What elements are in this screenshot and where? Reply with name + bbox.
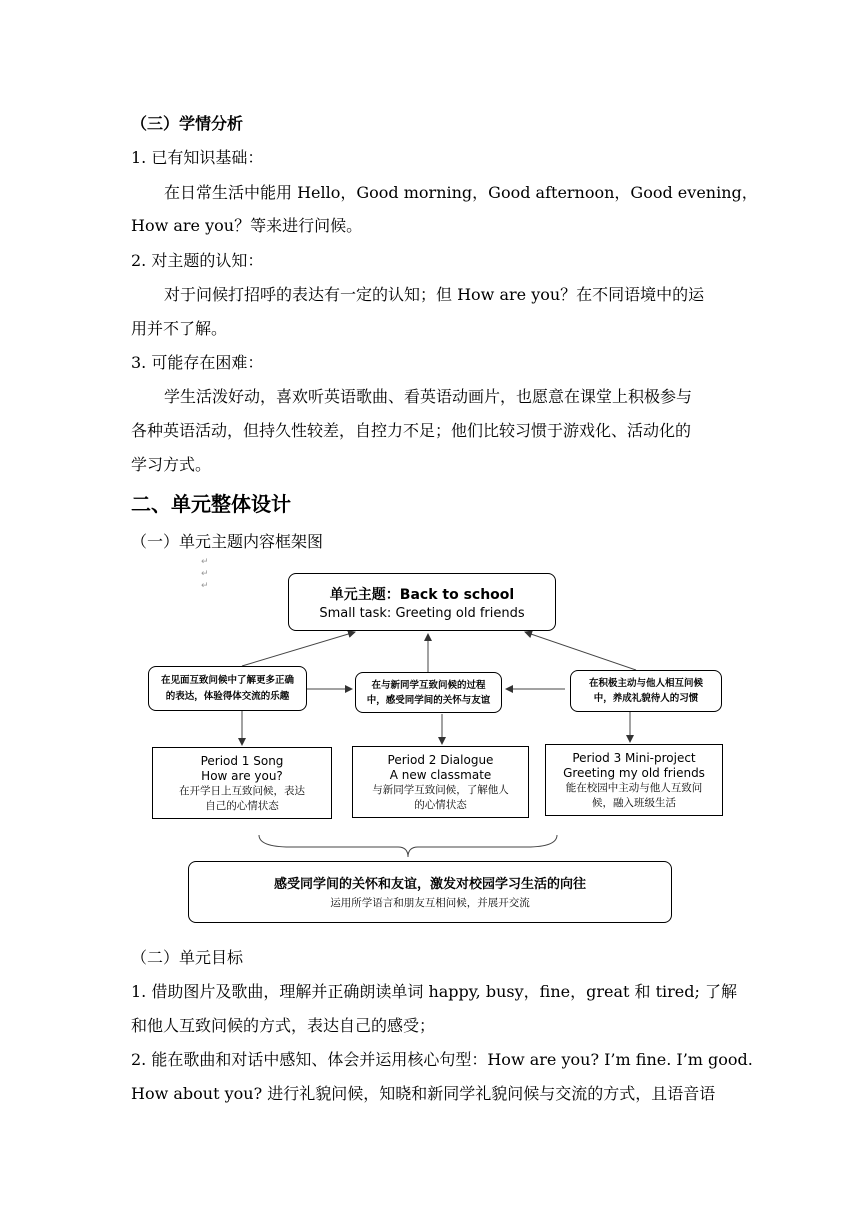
goal-right-line1: 在积极主动与他人相互问候 bbox=[588, 678, 703, 689]
period1-title: Period 1 Song bbox=[200, 754, 284, 768]
period2-desc-line1: 与新同学互致问候，了解他人 bbox=[372, 784, 509, 796]
period3-title: Period 3 Mini-project bbox=[572, 751, 696, 765]
item1-line2: How are you？等来进行问候。 bbox=[131, 216, 363, 235]
period1-desc-line1: 在开学日上互致问候，表达 bbox=[179, 785, 305, 797]
goal2-line1: 2. 能在歌曲和对话中感知、体会并运用核心句型：How are you? I’m fine. I’m good. bbox=[131, 1050, 753, 1069]
goal1-line1: 1. 借助图片及歌曲，理解并正确朗读单词 happy, busy，fine，great 和 tired; 了解 bbox=[131, 982, 737, 1001]
goal-right-line2: 中，养成礼貌待人的习惯 bbox=[593, 693, 699, 704]
item2-title: 2. 对主题的认知： bbox=[131, 251, 264, 270]
period2-subtitle: A new classmate bbox=[389, 768, 492, 782]
goal-left-line1: 在见面互致问候中了解更多正确 bbox=[160, 675, 294, 686]
summary-line1: 感受同学间的关怀和友谊，激发对校园学习生活的向往 bbox=[273, 877, 586, 892]
goal-box-right bbox=[570, 670, 722, 712]
summary-line2: 运用所学语言和朋友互相问候，并展开交流 bbox=[330, 897, 530, 909]
unit-theme-box bbox=[288, 573, 556, 631]
item3-title: 3. 可能存在困难： bbox=[131, 353, 264, 372]
goal-box-middle bbox=[355, 672, 502, 713]
unit-theme-title: 单元主题：Back to school bbox=[329, 587, 515, 603]
unit-summary-box bbox=[188, 861, 672, 923]
goal2-line2: How about you? 进行礼貌问候，知晓和新同学礼貌问候与交流的方式，且语音语 bbox=[131, 1084, 716, 1103]
period1-subtitle: How are you? bbox=[201, 769, 283, 783]
sub2-title: （二）单元目标 bbox=[131, 948, 244, 967]
period2-title: Period 2 Dialogue bbox=[387, 753, 494, 767]
paragraph-mark-icon: ↵ bbox=[201, 557, 209, 567]
period3-box bbox=[545, 744, 723, 816]
item1-title: 1. 已有知识基础： bbox=[131, 148, 264, 167]
goal-mid-line2: 中，感受同学间的关怀与友谊 bbox=[366, 695, 491, 706]
goal1-line2: 和他人互致问候的方式，表达自己的感受； bbox=[131, 1016, 436, 1035]
period3-desc-line1: 能在校园中主动与他人互致问 bbox=[565, 782, 703, 794]
goal-box-left bbox=[148, 666, 307, 711]
item2-line2: 用并不了解。 bbox=[131, 319, 228, 338]
paragraph-mark-icon: ↵ bbox=[201, 569, 209, 579]
item1-line1: 在日常生活中能用 Hello，Good morning，Good afternoon，Good evening， bbox=[164, 183, 758, 202]
unit-small-task: Small task: Greeting old friends bbox=[319, 606, 525, 621]
period3-subtitle: Greeting my old friends bbox=[563, 766, 705, 780]
part2-title: 二、单元整体设计 bbox=[131, 492, 291, 516]
item2-line1: 对于问候打招呼的表达有一定的认知；但 How are you？在不同语境中的运 bbox=[164, 285, 705, 304]
section-title-learner-analysis: （三）学情分析 bbox=[131, 114, 244, 133]
item3-line1: 学生活泼好动，喜欢听英语歌曲、看英语动画片，也愿意在课堂上积极参与 bbox=[164, 387, 693, 406]
goal-left-line2: 的表达，体验得体交流的乐趣 bbox=[165, 691, 290, 702]
goal-mid-line1: 在与新同学互致问候的过程 bbox=[371, 680, 486, 691]
item3-line2: 各种英语活动，但持久性较差，自控力不足；他们比较习惯于游戏化、活动化的 bbox=[131, 421, 692, 440]
period1-desc-line2: 自己的心情状态 bbox=[205, 800, 279, 812]
item3-line3: 学习方式。 bbox=[131, 455, 212, 474]
period2-box bbox=[352, 746, 529, 818]
sub1-title: （一）单元主题内容框架图 bbox=[131, 532, 324, 551]
period3-desc-line2: 候，融入班级生活 bbox=[592, 797, 676, 809]
period1-box bbox=[152, 747, 332, 819]
period2-desc-line2: 的心情状态 bbox=[414, 799, 467, 811]
paragraph-mark-icon: ↵ bbox=[201, 581, 209, 591]
